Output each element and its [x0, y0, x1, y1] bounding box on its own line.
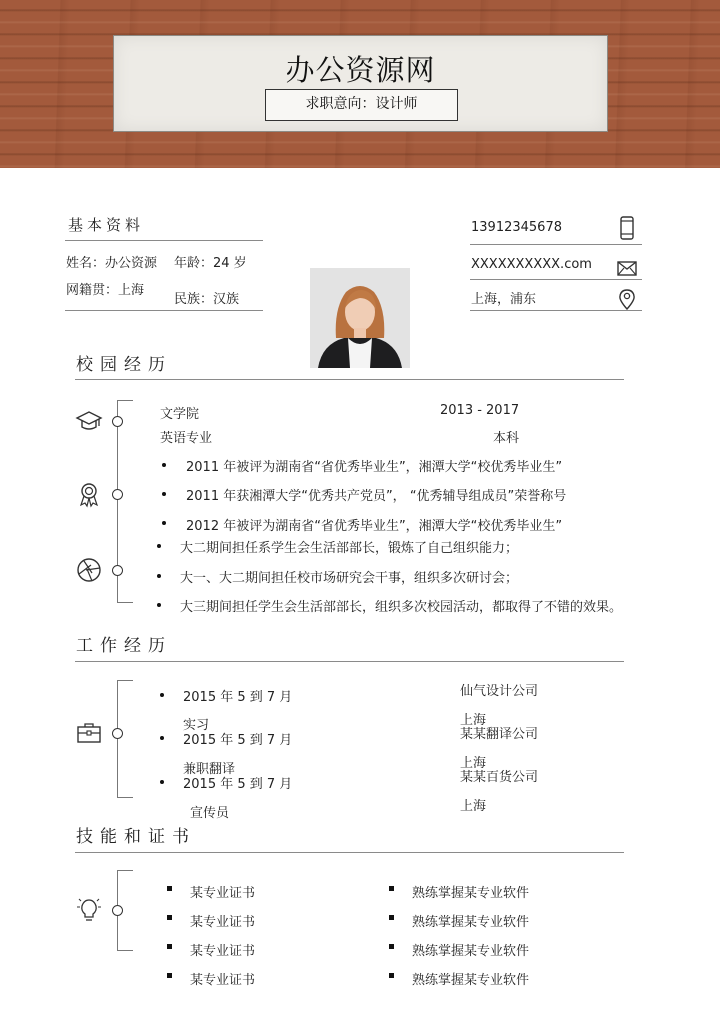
job-date: 2015 年 5 到 7 月: [183, 690, 293, 705]
graduation-cap-icon: [75, 407, 103, 435]
section-divider: [75, 379, 624, 380]
hometown-field: 网籍贯：上海: [66, 283, 145, 298]
job-role: 兼职翻译: [183, 762, 236, 777]
envelope-icon: [613, 254, 641, 282]
timeline-node: [112, 905, 123, 916]
bullet: [389, 915, 394, 920]
timeline-node: [112, 416, 123, 427]
bullet: [389, 973, 394, 978]
bullet: [167, 973, 172, 978]
briefcase-icon: [75, 719, 103, 747]
degree: 本科: [493, 431, 520, 446]
major-name: 英语专业: [160, 431, 213, 446]
age-field: 年龄：24 岁: [174, 256, 247, 271]
activity-item: 大二期间担任系学生会生活部部长，锻炼了自己组织能力；: [180, 541, 519, 556]
email-address: XXXXXXXXXX.com: [471, 257, 592, 272]
bullet: [157, 544, 161, 548]
aperture-icon: [75, 556, 103, 584]
cert-item: 某专业证书: [190, 886, 256, 901]
lightbulb-icon: [75, 896, 103, 924]
divider: [470, 310, 642, 311]
job-date: 2015 年 5 到 7 月: [183, 733, 293, 748]
timeline-tick: [117, 950, 133, 951]
school-name: 文学院: [160, 407, 200, 422]
ethnicity-field: 民族：汉族: [174, 292, 240, 307]
section-divider: [75, 852, 624, 853]
job-date: 2015 年 5 到 7 月: [183, 777, 293, 792]
divider: [470, 244, 642, 245]
activity-item: 大三期间担任学生会生活部部长，组织多次校园活动，都取得了不错的效果。: [180, 600, 623, 615]
bullet: [167, 915, 172, 920]
job-company: 仙气设计公司: [460, 684, 539, 699]
bullet: [157, 603, 161, 607]
timeline-tick: [117, 797, 133, 798]
site-title: 办公资源网: [285, 53, 436, 87]
timeline-node: [112, 565, 123, 576]
bullet: [162, 463, 166, 467]
bullet: [167, 886, 172, 891]
timeline-tick: [117, 400, 133, 401]
honor-item-clipped: [160, 515, 620, 534]
honor-item: 2011 年获湘潭大学“优秀共产党员”， “优秀辅导组成员”荣誉称号: [186, 489, 567, 504]
phone-number: 13912345678: [471, 220, 562, 235]
location-pin-icon: [613, 285, 641, 313]
cert-item: 某专业证书: [190, 973, 256, 988]
job-company: 某某翻译公司: [460, 727, 539, 742]
bullet: [389, 886, 394, 891]
work-section-title: 工作经历: [76, 636, 172, 656]
divider: [470, 279, 642, 280]
award-medal-icon: [75, 480, 103, 508]
job-role: 实习: [183, 718, 210, 733]
timeline-tick: [117, 602, 133, 603]
honor-item: 2011 年被评为湖南省“省优秀毕业生”，湘潭大学“校优秀毕业生”: [186, 460, 563, 475]
bullet: [160, 780, 164, 784]
divider: [65, 240, 263, 241]
job-city: 上海: [460, 756, 487, 771]
timeline-node: [112, 489, 123, 500]
job-role: 宣传员: [190, 806, 230, 821]
job-city: 上海: [460, 799, 487, 814]
study-years: 2013 - 2017: [440, 403, 520, 418]
software-item: 熟练掌握某专业软件: [412, 915, 530, 930]
skills-section-title: 技能和证书: [76, 827, 196, 847]
portrait-image: [310, 268, 410, 368]
cert-item: 某专业证书: [190, 915, 256, 930]
job-company: 某某百货公司: [460, 770, 539, 785]
software-item: 熟练掌握某专业软件: [412, 944, 530, 959]
home-address: 上海，浦东: [471, 292, 537, 307]
software-item: 熟练掌握某专业软件: [412, 973, 530, 988]
phone-icon: [613, 214, 641, 242]
bullet: [389, 944, 394, 949]
timeline-tick: [117, 680, 133, 681]
bullet: [157, 574, 161, 578]
bullet: [167, 944, 172, 949]
bullet: [160, 736, 164, 740]
software-item: 熟练掌握某专业软件: [412, 886, 530, 901]
profile-photo: [310, 268, 410, 368]
timeline-tick: [117, 870, 133, 871]
bullet: [162, 492, 166, 496]
honor-item: 2012 年被评为湖南省“省优秀毕业生”，湘潭大学“校优秀毕业生”: [186, 519, 563, 534]
activity-item: 大一、大二期间担任校市场研究会干事，组织多次研讨会；: [180, 571, 519, 586]
job-city: 上海: [460, 713, 487, 728]
bullet: [162, 521, 166, 525]
title-card: [113, 35, 608, 132]
timeline-node: [112, 728, 123, 739]
bullet: [160, 693, 164, 697]
campus-section-title: 校园经历: [76, 355, 172, 375]
section-divider: [75, 661, 624, 662]
basic-info-title: 基本资料: [68, 216, 145, 234]
job-intent: 求职意向：设计师: [265, 89, 458, 121]
name-field: 姓名：办公资源: [66, 256, 158, 271]
cert-item: 某专业证书: [190, 944, 256, 959]
divider: [65, 310, 263, 311]
